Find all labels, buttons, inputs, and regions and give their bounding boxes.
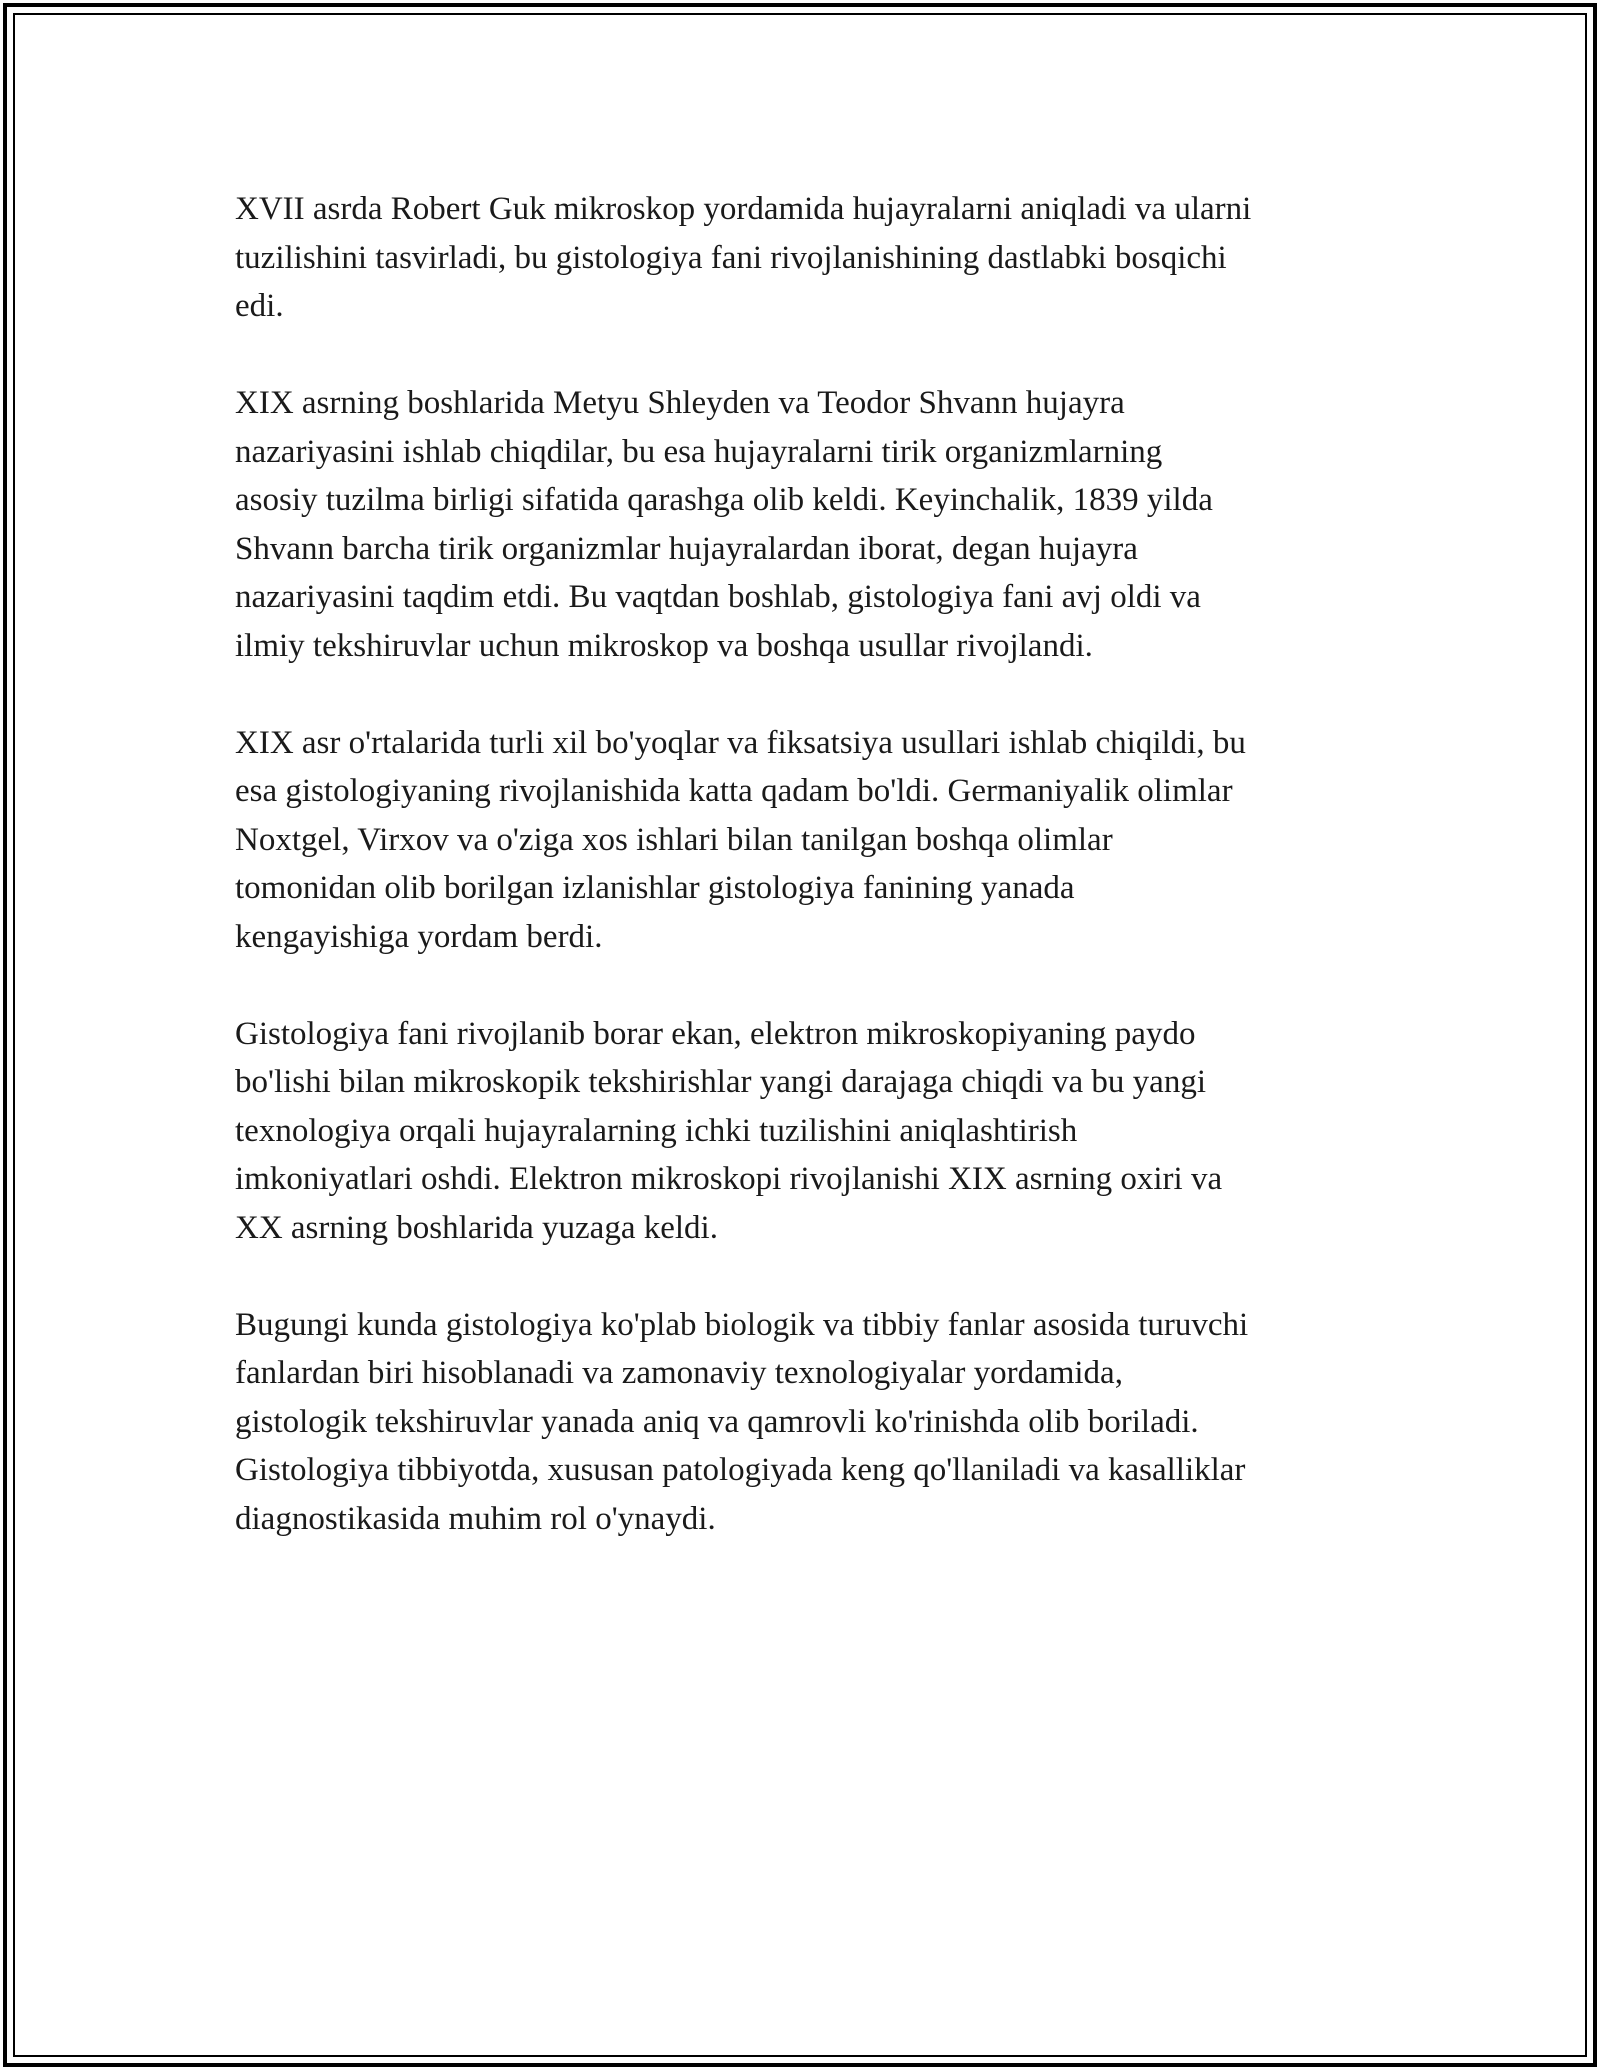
paragraph-line: Bugungi kunda gistologiya ko'plab biologik va tibbiy fanlar asosida turuvchi: [235, 1306, 1249, 1343]
paragraph-line: ilmiy tekshiruvlar uchun mikroskop va boshqa usullar rivojlandi.: [235, 627, 1093, 664]
paragraph-line: fanlardan biri hisoblanadi va zamonaviy texnologiyalar yordamida,: [235, 1355, 1123, 1391]
paragraph-line: nazariyasini taqdim etdi. Bu vaqtdan boshlab, gistologiya fani avj oldi va: [235, 579, 1201, 615]
paragraph-line: esa gistologiyaning rivojlanishida katta qadam bo'ldi. Germaniyalik olimlar: [235, 773, 1233, 809]
paragraph-line: Noxtgel, Virxov va o'ziga xos ishlari bilan tanilgan boshqa olimlar: [235, 821, 1113, 858]
paragraph-line: XIX asrning boshlarida Metyu Shleyden va Teodor Shvann hujayra: [235, 385, 1125, 421]
paragraph-4: [235, 1010, 1385, 1253]
paragraph-line: nazariyasini ishlab chiqdilar, bu esa hujayralarni tirik organizmlarning: [235, 433, 1163, 470]
paragraph-line: asosiy tuzilma birligi sifatida qarashga olib keldi. Keyinchalik, 1839 yilda: [235, 482, 1213, 518]
paragraph-1: [235, 185, 1385, 331]
paragraph-line: tuzilishini tasvirladi, bu gistologiya fani rivojlanishining dastlabki bosqichi: [235, 239, 1227, 276]
paragraph-3: [235, 719, 1385, 962]
paragraph-line: Gistologiya fani rivojlanib borar ekan, elektron mikroskopiyaning paydo: [235, 1015, 1196, 1052]
paragraph-line: Gistologiya tibbiyotda, xususan patologiyada keng qo'llaniladi va kasalliklar: [235, 1452, 1246, 1488]
paragraph-line: edi.: [235, 288, 284, 324]
paragraph-line: gistologik tekshiruvlar yanada aniq va qamrovli ko'rinishda olib boriladi.: [235, 1403, 1199, 1440]
paragraph-line: XVII asrda Robert Guk mikroskop yordamida hujayralarni aniqladi va ularni: [235, 191, 1252, 227]
paragraph-2: [235, 379, 1385, 670]
document-body: [235, 185, 1385, 1592]
paragraph-line: tomonidan olib borilgan izlanishlar gistologiya fanining yanada: [235, 870, 1075, 906]
paragraph-line: XIX asr o'rtalarida turli xil bo'yoqlar va fiksatsiya usullari ishlab chiqildi, bu: [235, 724, 1246, 761]
paragraph-line: kengayishiga yordam berdi.: [235, 918, 603, 955]
paragraph-5: [235, 1301, 1385, 1544]
paragraph-line: XX asrning boshlarida yuzaga keldi.: [235, 1209, 718, 1246]
paragraph-line: texnologiya orqali hujayralarning ichki tuzilishini aniqlashtirish: [235, 1112, 1078, 1149]
paragraph-line: bo'lishi bilan mikroskopik tekshirishlar yangi darajaga chiqdi va bu yangi: [235, 1064, 1207, 1100]
paragraph-line: imkoniyatlari oshdi. Elektron mikroskopi rivojlanishi XIX asrning oxiri va: [235, 1161, 1223, 1197]
paragraph-line: Shvann barcha tirik organizmlar hujayralardan iborat, degan hujayra: [235, 530, 1138, 567]
paragraph-line: diagnostikasida muhim rol o'ynaydi.: [235, 1500, 716, 1537]
